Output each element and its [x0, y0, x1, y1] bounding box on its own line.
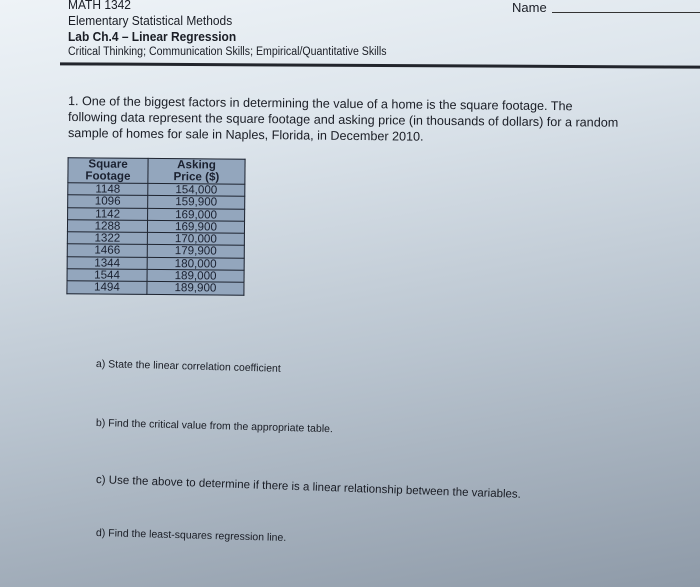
course-code: MATH 1342	[68, 0, 131, 12]
cell: 1322	[67, 232, 147, 245]
cell: 170,000	[147, 233, 244, 246]
divider	[60, 62, 700, 68]
name-field-line	[552, 12, 700, 13]
question-line: sample of homes for sale in Naples, Florida, in December 2010.	[67, 126, 424, 144]
cell: 179,900	[147, 245, 244, 258]
question-line: following data represent the square footage and asking price (in thousands of dollars) for a random	[67, 110, 619, 130]
table-header-row	[68, 158, 245, 185]
cell: 159,900	[148, 196, 245, 209]
cell: 1544	[67, 269, 147, 282]
cell: 1148	[68, 183, 148, 196]
part-d: d) Find the least-squares regression line.	[95, 527, 287, 544]
part-a: a) State the linear correlation coefficient	[95, 358, 281, 375]
header-asking-price: Asking Price ($)	[148, 158, 245, 184]
skills-line: Critical Thinking; Communication Skills; Empirical/Quantitative Skills	[68, 46, 387, 58]
cell: 169,000	[148, 208, 245, 221]
cell: 169,900	[147, 220, 244, 233]
table-row	[67, 281, 244, 295]
question-line: 1. One of the biggest factors in determining the value of a home is the square footage. The	[67, 94, 573, 114]
cell: 1142	[68, 207, 148, 220]
part-b: b) Find the critical value from the appropriate table.	[95, 417, 334, 436]
cell: 1288	[67, 220, 147, 233]
part-c: c) Use the above to determine if there is a linear relationship between the variables.	[95, 474, 522, 501]
cell: 189,000	[147, 270, 244, 283]
cell: 1344	[67, 257, 147, 270]
cell: 1494	[67, 281, 147, 294]
cell: 154,000	[148, 183, 245, 196]
data-table	[66, 157, 245, 295]
cell: 1466	[67, 244, 147, 257]
cell: 1096	[68, 195, 148, 208]
cell: 180,000	[147, 257, 244, 270]
lab-title: Lab Ch.4 – Linear Regression	[68, 29, 237, 44]
name-label: Name	[512, 0, 547, 15]
cell: 189,900	[147, 282, 244, 295]
course-title: Elementary Statistical Methods	[68, 13, 233, 28]
header-square-footage: Square Footage	[68, 158, 148, 184]
